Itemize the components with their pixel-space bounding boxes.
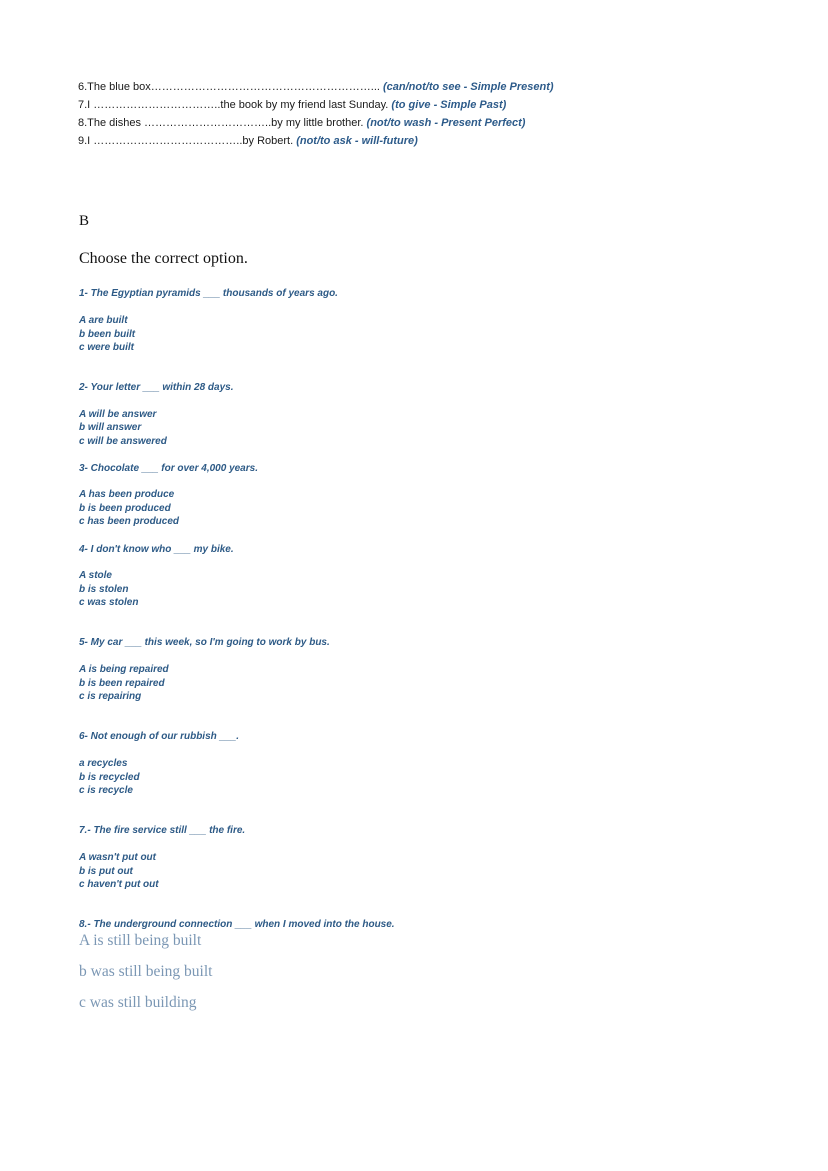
exercise-a-item-9	[78, 134, 418, 148]
instruction: Choose the correct option.	[79, 250, 248, 267]
option-8a[interactable]: A is still being built	[79, 932, 202, 949]
question-6: 6- Not enough of our rubbish ___.	[79, 731, 239, 742]
exercise-a-item-8	[78, 116, 525, 130]
option-4c[interactable]: c was stolen	[79, 597, 139, 608]
item-text: 6.The blue box……………………………………………………...	[78, 81, 383, 93]
option-5c[interactable]: c is repairing	[79, 691, 142, 702]
question-4: 4- I don't know who ___ my bike.	[79, 544, 234, 555]
option-8c[interactable]: c was still building	[79, 994, 197, 1011]
option-1a[interactable]: A are built	[79, 315, 128, 326]
option-1b[interactable]: b been built	[79, 329, 136, 340]
option-4b[interactable]: b is stolen	[79, 584, 129, 595]
option-3c[interactable]: c has been produced	[79, 516, 180, 527]
option-6b[interactable]: b is recycled	[79, 772, 140, 783]
option-1c[interactable]: c were built	[79, 342, 135, 353]
item-text: 7.I ……………………………..the book by my friend last Sunday.	[78, 99, 392, 111]
option-7a[interactable]: A wasn't put out	[79, 852, 156, 863]
option-7c[interactable]: c haven't put out	[79, 879, 159, 890]
exercise-a-item-6	[78, 80, 554, 94]
option-5b[interactable]: b is been repaired	[79, 678, 165, 689]
option-7b[interactable]: b is put out	[79, 866, 133, 877]
item-text: 8.The dishes ……………………………..by my little brother.	[78, 117, 367, 129]
item-hint: (not/to wash - Present Perfect)	[366, 117, 526, 129]
section-letter: B	[79, 213, 90, 229]
question-5: 5- My car ___ this week, so I'm going to work by bus.	[79, 637, 330, 648]
option-8b[interactable]: b was still being built	[79, 963, 213, 980]
exercise-a-item-7	[78, 98, 506, 112]
question-3: 3- Chocolate ___ for over 4,000 years.	[79, 463, 258, 474]
option-2a[interactable]: A will be answer	[79, 409, 157, 420]
question-7: 7.- The fire service still ___ the fire.	[79, 825, 246, 836]
item-hint: (can/not/to see - Simple Present)	[383, 81, 554, 93]
item-hint: (to give - Simple Past)	[391, 99, 507, 111]
option-3b[interactable]: b is been produced	[79, 503, 171, 514]
option-6a[interactable]: a recycles	[79, 758, 128, 769]
question-1: 1- The Egyptian pyramids ___ thousands of years ago.	[79, 288, 338, 299]
question-2: 2- Your letter ___ within 28 days.	[79, 382, 234, 393]
option-3a[interactable]: A has been produce	[79, 489, 175, 500]
option-4a[interactable]: A stole	[79, 570, 112, 581]
item-hint: (not/to ask - will-future)	[296, 135, 418, 147]
option-6c[interactable]: c is recycle	[79, 785, 133, 796]
question-8: 8.- The underground connection ___ when I moved into the house.	[79, 919, 395, 930]
option-2b[interactable]: b will answer	[79, 422, 142, 433]
option-2c[interactable]: c will be answered	[79, 436, 167, 447]
option-5a[interactable]: A is being repaired	[79, 664, 169, 675]
item-text: 9.I …………………………………..by Robert.	[78, 135, 297, 147]
